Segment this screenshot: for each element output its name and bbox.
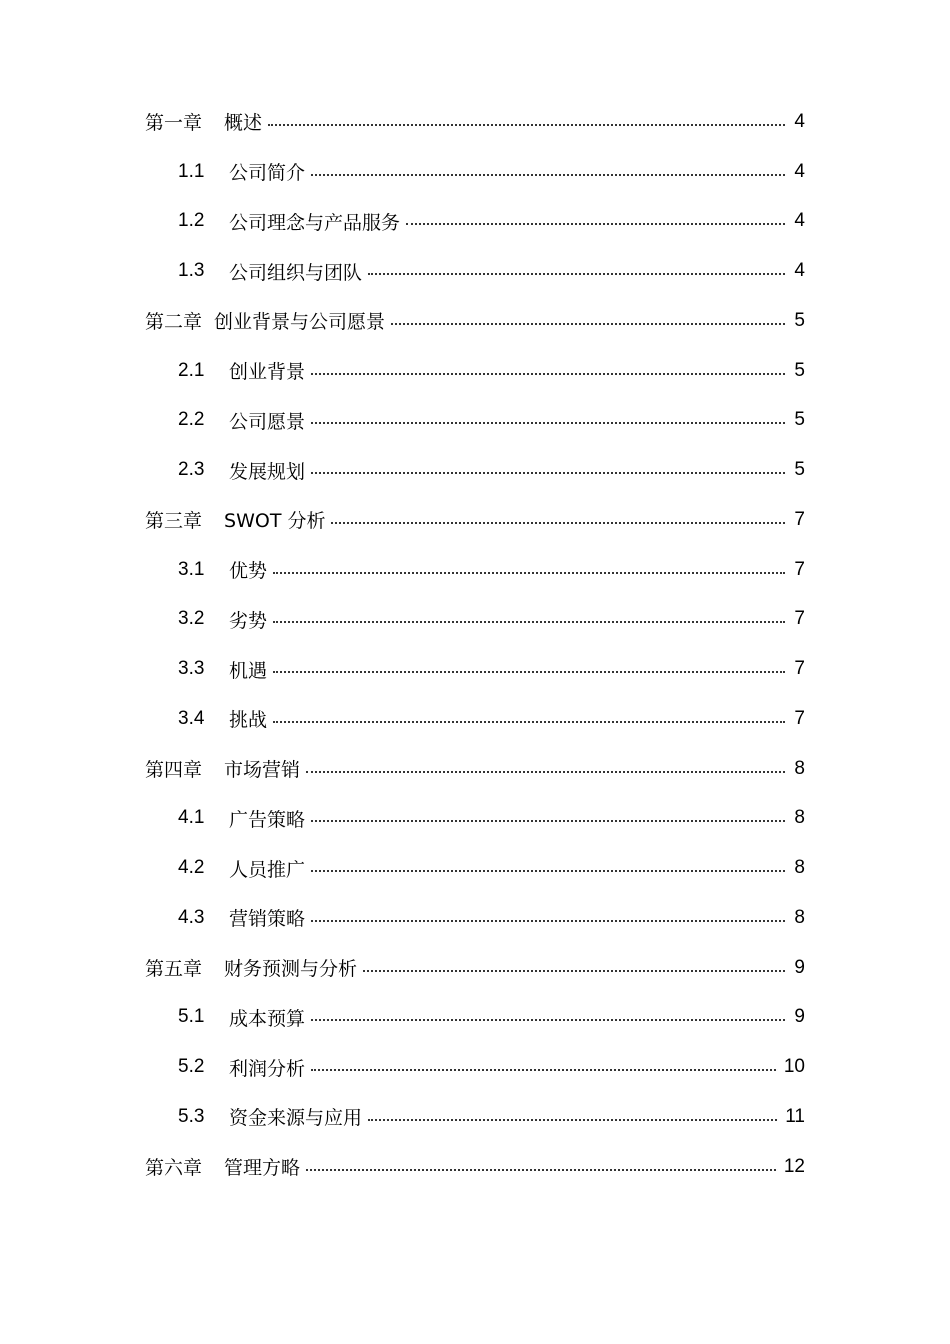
toc-entry-title: 公司组织与团队 [229, 261, 363, 284]
toc-entry-page: 4 [794, 260, 805, 282]
toc-entry-section-1-3[interactable] [0, 246, 950, 296]
toc-entry-title: 机遇 [229, 659, 268, 682]
toc-entry-chapter-2[interactable] [0, 296, 950, 346]
toc-entry-number: 3.1 [178, 558, 205, 580]
dot-leader [363, 970, 785, 972]
toc-entry-section-5-3[interactable] [0, 1092, 950, 1142]
toc-entry-page: 5 [794, 359, 805, 381]
toc-entry-section-3-1[interactable] [0, 545, 950, 595]
toc-entry-number: 3.3 [178, 658, 205, 680]
dot-leader [311, 870, 785, 872]
toc-entry-title: 公司理念与产品服务 [229, 211, 401, 234]
toc-entry-page: 8 [794, 807, 805, 829]
toc-entry-title: 发展规划 [229, 460, 306, 483]
toc-entry-chapter-3[interactable] [0, 495, 950, 545]
toc-entry-title: 成本预算 [229, 1007, 306, 1030]
toc-entry-number: 2.3 [178, 459, 205, 481]
toc-entry-title: 公司愿景 [229, 410, 306, 433]
toc-entry-page: 11 [785, 1105, 805, 1127]
dot-leader [311, 1069, 776, 1071]
toc-entry-section-2-1[interactable] [0, 346, 950, 396]
toc-entry-page: 4 [794, 110, 805, 132]
toc-entry-title: 劣势 [229, 609, 268, 632]
dot-leader [268, 124, 785, 126]
toc-entry-page: 7 [794, 508, 805, 530]
toc-entry-page: 4 [794, 160, 805, 182]
toc-entry-page: 5 [794, 409, 805, 431]
toc-entry-title: 优势 [229, 560, 268, 583]
toc-entry-title: 市场营销 [224, 759, 301, 782]
toc-entry-title: 公司简介 [229, 162, 306, 185]
toc-entry-number: 3.4 [178, 707, 205, 729]
toc-entry-page: 8 [794, 757, 805, 779]
toc-entry-section-1-2[interactable] [0, 197, 950, 247]
toc-entry-title: 资金来源与应用 [229, 1107, 363, 1130]
toc-entry-number: 5.3 [178, 1105, 205, 1127]
dot-leader [331, 522, 785, 524]
toc-entry-title: 挑战 [229, 709, 268, 732]
toc-entry-chapter-4[interactable] [0, 744, 950, 794]
toc-entry-section-5-1[interactable] [0, 993, 950, 1043]
toc-entry-title: 营销策略 [229, 908, 306, 931]
dot-leader [273, 572, 785, 574]
toc-entry-page: 5 [794, 459, 805, 481]
toc-entry-section-2-3[interactable] [0, 445, 950, 495]
toc-entry-title: 财务预测与分析 [224, 958, 358, 981]
toc-entry-number: 4.2 [178, 857, 205, 879]
toc-entry-number: 第四章 [145, 759, 203, 782]
toc-entry-title: 创业背景 [229, 361, 306, 384]
dot-leader [273, 671, 785, 673]
toc-entry-number: 第五章 [145, 958, 203, 981]
toc-entry-page: 7 [794, 558, 805, 580]
toc-entry-section-4-2[interactable] [0, 843, 950, 893]
toc-entry-section-3-2[interactable] [0, 595, 950, 645]
dot-leader [311, 820, 785, 822]
dot-leader [311, 422, 785, 424]
dot-leader [306, 771, 785, 773]
dot-leader [306, 1169, 776, 1171]
toc-entry-title: 人员推广 [229, 858, 306, 881]
toc-entry-chapter-6[interactable] [0, 1142, 950, 1192]
toc-entry-title: 广告策略 [229, 808, 306, 831]
toc-entry-chapter-1[interactable] [0, 97, 950, 147]
dot-leader [311, 1019, 785, 1021]
toc-entry-page: 7 [794, 658, 805, 680]
toc-entry-number: 第六章 [145, 1157, 203, 1180]
toc-entry-page: 7 [794, 707, 805, 729]
toc-entry-title: 概述 [224, 112, 263, 135]
toc-entry-title: 利润分析 [229, 1057, 306, 1080]
toc-entry-page: 7 [794, 608, 805, 630]
toc-entry-number: 5.1 [178, 1006, 205, 1028]
toc-entry-number: 第二章 [145, 311, 203, 334]
toc-entry-number: 5.2 [178, 1056, 205, 1078]
toc-entry-chapter-5[interactable] [0, 943, 950, 993]
toc-entry-section-1-1[interactable] [0, 147, 950, 197]
dot-leader [311, 920, 785, 922]
toc-entry-section-5-2[interactable] [0, 1042, 950, 1092]
toc-entry-page: 8 [794, 857, 805, 879]
toc-entry-section-2-2[interactable] [0, 396, 950, 446]
toc-entry-number: 4.3 [178, 906, 205, 928]
toc-entry-number: 第一章 [145, 112, 203, 135]
toc-entry-page: 9 [794, 1006, 805, 1028]
dot-leader [368, 1119, 777, 1121]
toc-entry-section-3-4[interactable] [0, 694, 950, 744]
toc-entry-section-4-1[interactable] [0, 794, 950, 844]
toc-entry-title: SWOT 分析 [224, 510, 326, 533]
toc-entry-page: 9 [794, 956, 805, 978]
toc-entry-section-4-3[interactable] [0, 893, 950, 943]
dot-leader [311, 472, 785, 474]
toc-entry-page: 4 [794, 210, 805, 232]
toc-entry-number: 2.2 [178, 409, 205, 431]
toc-entry-number: 1.3 [178, 260, 205, 282]
dot-leader [406, 223, 785, 225]
toc-entry-number: 2.1 [178, 359, 205, 381]
toc-entry-section-3-3[interactable] [0, 644, 950, 694]
dot-leader [273, 721, 785, 723]
dot-leader [311, 174, 785, 176]
dot-leader [273, 621, 785, 623]
toc-entry-number: 4.1 [178, 807, 205, 829]
dot-leader [311, 373, 785, 375]
toc-entry-title: 创业背景与公司愿景 [214, 311, 386, 334]
toc-entry-number: 1.1 [178, 160, 205, 182]
dot-leader [368, 273, 785, 275]
toc-entry-title: 管理方略 [224, 1157, 301, 1180]
toc-entry-number: 第三章 [145, 510, 203, 533]
toc-entry-page: 8 [794, 906, 805, 928]
toc-entry-page: 5 [794, 309, 805, 331]
toc-entry-page: 12 [783, 1155, 805, 1177]
toc-entry-page: 10 [783, 1056, 805, 1078]
dot-leader [391, 323, 785, 325]
toc-entry-number: 3.2 [178, 608, 205, 630]
table-of-contents [0, 97, 950, 1192]
toc-entry-number: 1.2 [178, 210, 205, 232]
